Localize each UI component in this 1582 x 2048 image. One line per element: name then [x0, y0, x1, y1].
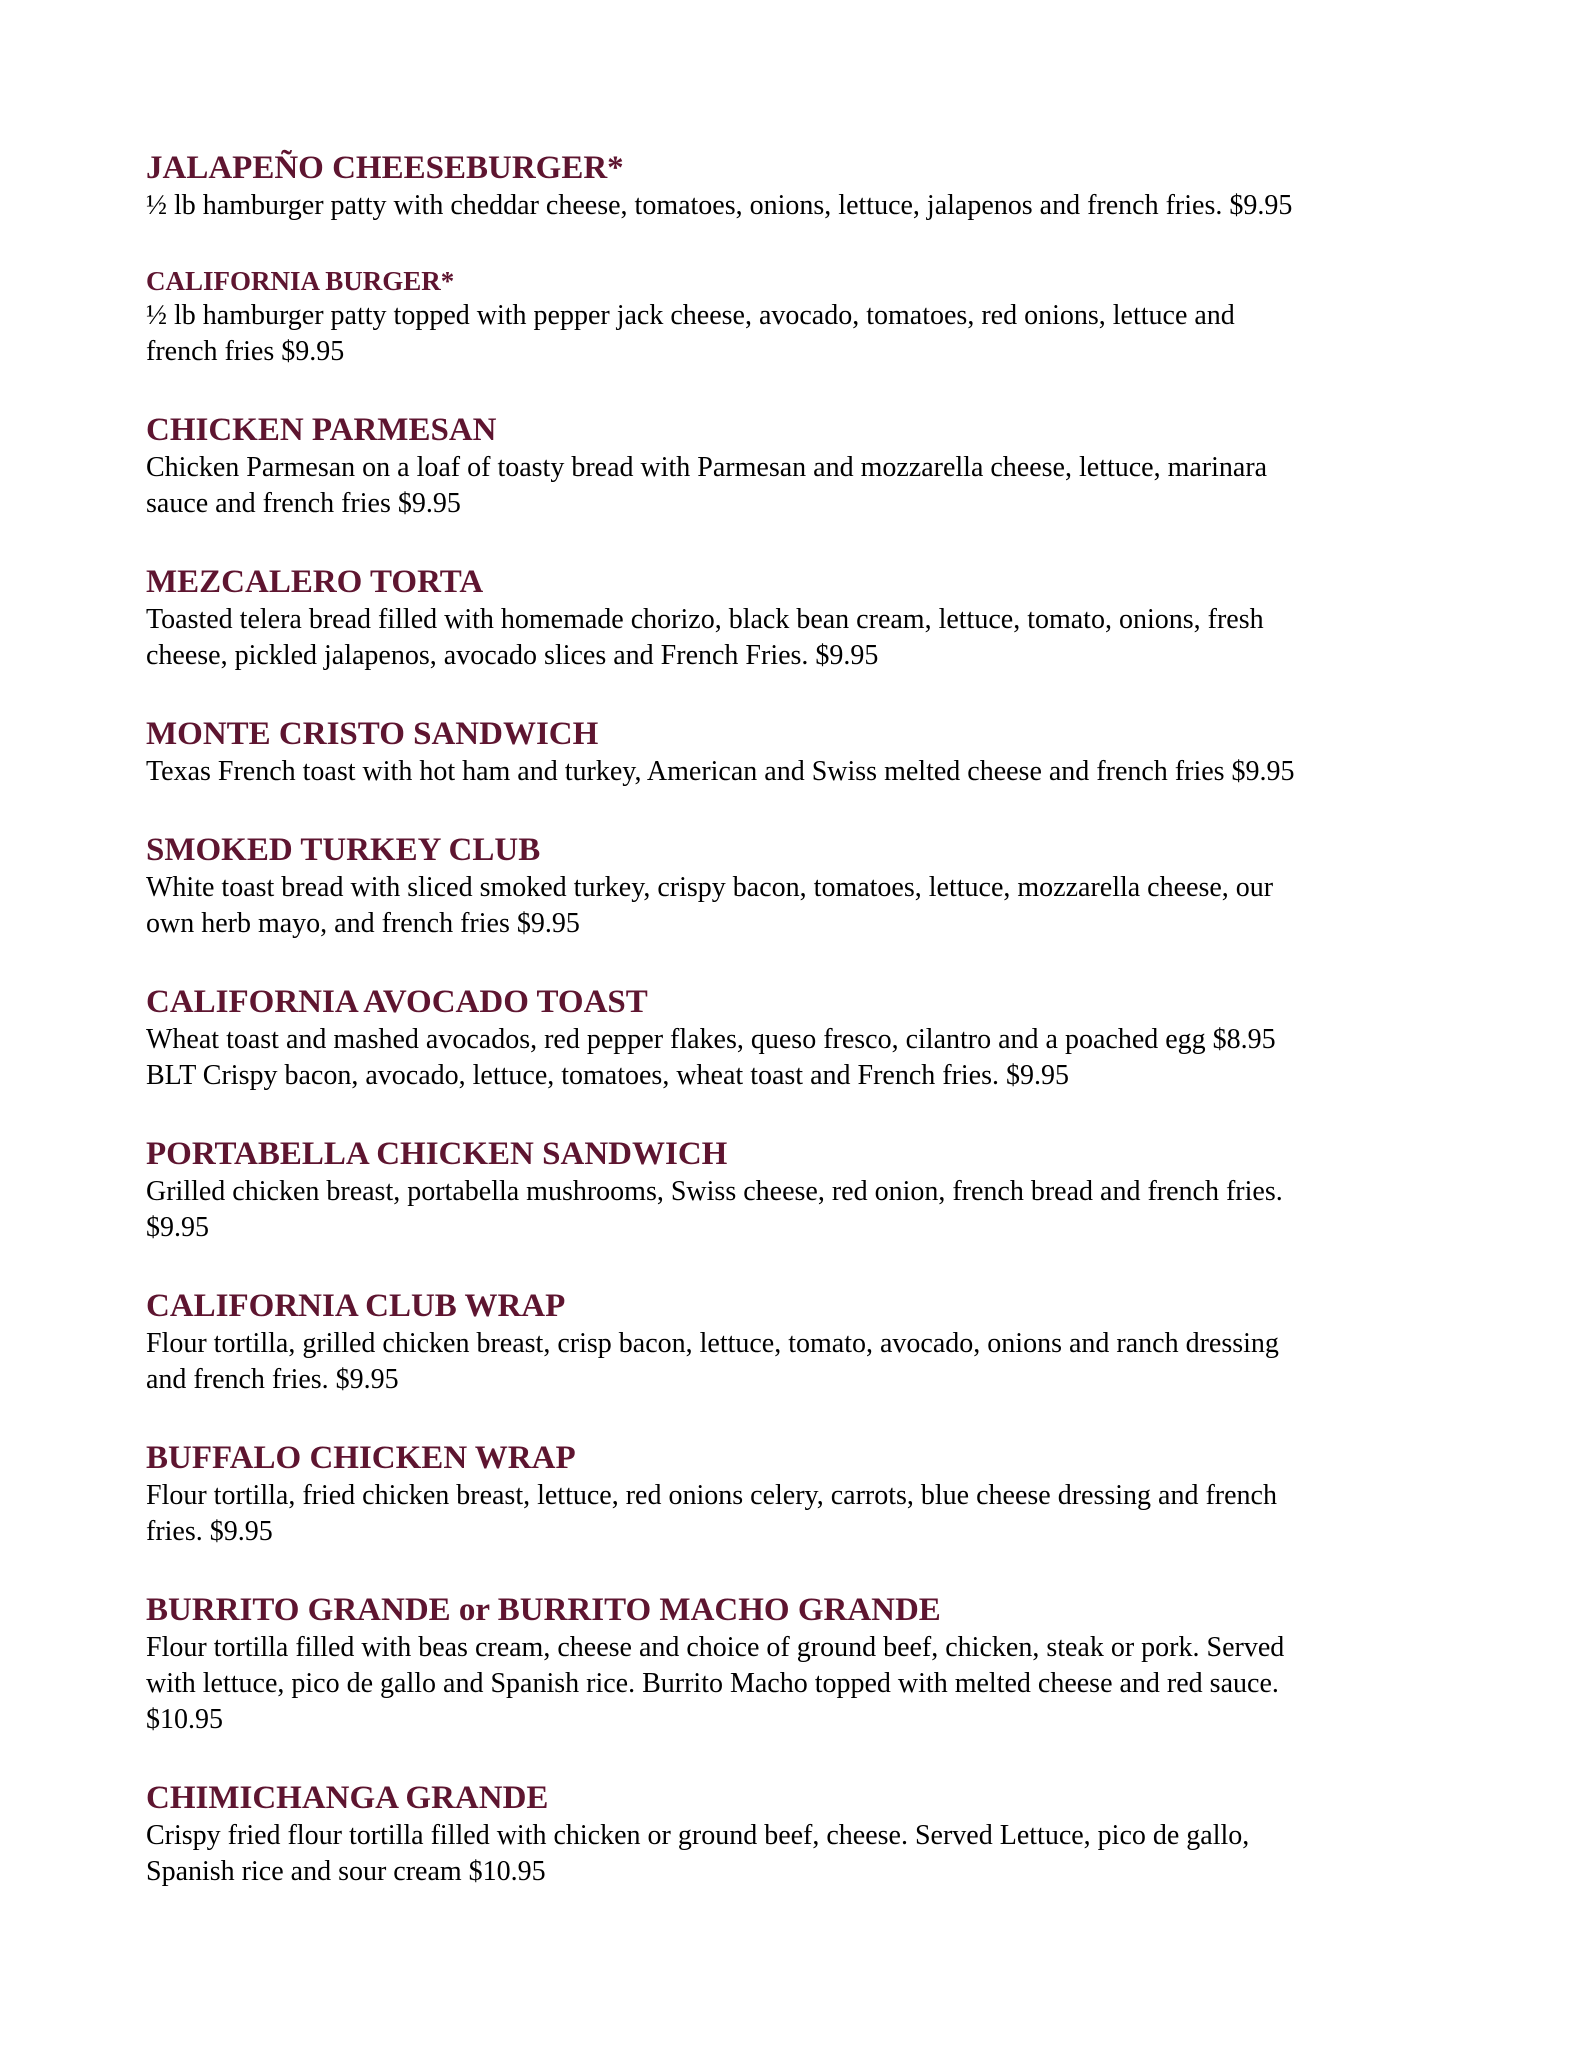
menu-item-chimichanga-grande [146, 1778, 1446, 1890]
menu-item-title: SMOKED TURKEY CLUB [146, 832, 541, 868]
menu-item-title: CALIFORNIA CLUB WRAP [146, 1288, 566, 1324]
menu-item-title: MEZCALERO TORTA [146, 564, 484, 600]
menu-item-description: Texas French toast with hot ham and turkey, American and Swiss melted cheese and french fries $9.95 [146, 756, 1295, 787]
menu-item-portabella-chicken-sandwich [146, 1134, 1446, 1246]
menu-item-description: ½ lb hamburger patty topped with pepper jack cheese, avocado, tomatoes, red onions, lettuce and french fries $9.95 [146, 300, 1235, 367]
menu-item-title: CHICKEN PARMESAN [146, 412, 497, 448]
menu-item-jalapeno-cheeseburger [146, 148, 1446, 224]
menu-item-description: Wheat toast and mashed avocados, red pepper flakes, queso fresco, cilantro and a poached egg $8.95 BLT Crispy bacon, avocado, lettuce, tomatoes, wheat toast and French fries. $9.95 [146, 1024, 1276, 1091]
menu-item-title: CHIMICHANGA GRANDE [146, 1780, 549, 1816]
menu-item-california-burger [146, 264, 1446, 370]
menu-item-description: Chicken Parmesan on a loaf of toasty bread with Parmesan and mozzarella cheese, lettuce, marinara sauce and french fries $9.95 [146, 452, 1268, 519]
menu-item-title: CALIFORNIA BURGER* [146, 266, 455, 296]
menu-item-california-avocado-toast [146, 982, 1446, 1094]
menu-item-chicken-parmesan [146, 410, 1446, 522]
menu-item-description: Flour tortilla, fried chicken breast, lettuce, red onions celery, carrots, blue cheese dressing and french fries. $9.95 [146, 1480, 1277, 1547]
menu-item-title: JALAPEÑO CHEESEBURGER* [146, 150, 624, 186]
menu-item-title: MONTE CRISTO SANDWICH [146, 716, 599, 752]
menu-list [146, 148, 1446, 1930]
menu-item-monte-cristo-sandwich [146, 714, 1446, 790]
menu-item-title: PORTABELLA CHICKEN SANDWICH [146, 1136, 728, 1172]
menu-item-description: ½ lb hamburger patty with cheddar cheese, tomatoes, onions, lettuce, jalapenos and french fries. $9.95 [146, 190, 1293, 221]
menu-item-title: CALIFORNIA AVOCADO TOAST [146, 984, 648, 1020]
menu-item-buffalo-chicken-wrap [146, 1438, 1446, 1550]
menu-item-description: Crispy fried flour tortilla filled with chicken or ground beef, cheese. Served Lettuce, pico de gallo, Spanish rice and sour cream $10.95 [146, 1820, 1250, 1887]
menu-item-smoked-turkey-club [146, 830, 1446, 942]
menu-item-mezcalero-torta [146, 562, 1446, 674]
menu-item-description: Flour tortilla filled with beas cream, cheese and choice of ground beef, chicken, steak or pork. Served with lettuce, pico de gallo and Spanish rice. Burrito Macho topped with melted cheese and red sauce. $10.95 [146, 1632, 1285, 1735]
menu-item-description: Toasted telera bread filled with homemade chorizo, black bean cream, lettuce, tomato, onions, fresh cheese, pickled jalapenos, avocado slices and French Fries. $9.95 [146, 604, 1264, 671]
menu-item-description: Flour tortilla, grilled chicken breast, crisp bacon, lettuce, tomato, avocado, onions and ranch dressing and french fries. $9.95 [146, 1328, 1279, 1395]
menu-item-title: BURRITO GRANDE or BURRITO MACHO GRANDE [146, 1592, 941, 1628]
menu-item-description: Grilled chicken breast, portabella mushrooms, Swiss cheese, red onion, french bread and french fries. $9.95 [146, 1176, 1283, 1243]
menu-item-california-club-wrap [146, 1286, 1446, 1398]
menu-item-title: BUFFALO CHICKEN WRAP [146, 1440, 576, 1476]
menu-item-description: White toast bread with sliced smoked turkey, crispy bacon, tomatoes, lettuce, mozzarella cheese, our own herb mayo, and french fries $9.95 [146, 872, 1274, 939]
menu-item-burrito-grande [146, 1590, 1446, 1738]
